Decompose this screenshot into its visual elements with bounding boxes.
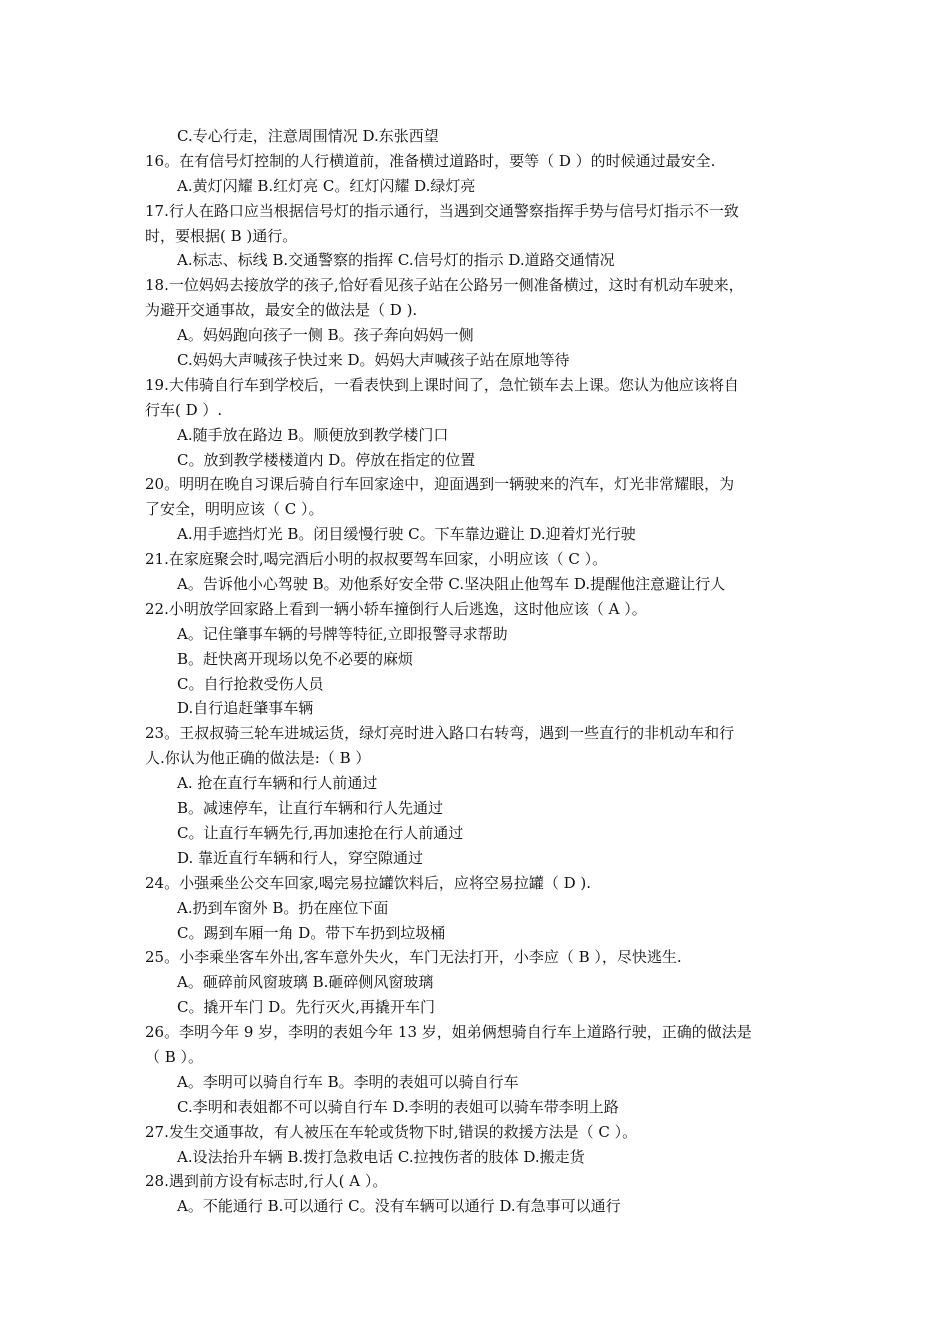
answer-options-line: A。李明可以骑自行车 B。李明的表姐可以骑自行车 — [177, 1072, 519, 1091]
answer-options-line: C.妈妈大声喊孩子快过来 D。妈妈大声喊孩子站在原地等待 — [177, 351, 570, 370]
answer-options-line: A.扔到车窗外 B。扔在座位下面 — [177, 898, 389, 917]
question-text-line: 20。明明在晚自习课后骑自行车回家途中，迎面遇到一辆驶来的汽车，灯光非常耀眼，为 — [145, 475, 735, 494]
question-text-line: 21.在家庭聚会时,喝完酒后小明的叔叔要驾车回家，小明应该（ C ）。 — [145, 550, 608, 569]
answer-options-line: B。赶快离开现场以免不必要的麻烦 — [177, 649, 414, 668]
answer-options-line: A。不能通行 B.可以通行 C。没有车辆可以通行 D.有急事可以通行 — [177, 1197, 621, 1216]
question-text-line: 人.你认为他正确的做法是:（ B ） — [145, 749, 371, 768]
answer-options-line: C。让直行车辆先行,再加速抢在行人前通过 — [177, 823, 464, 842]
answer-options-line: A。砸碎前风窗玻璃 B.砸碎侧风窗玻璃 — [177, 973, 434, 992]
answer-options-line: A。告诉他小心驾驶 B。劝他系好安全带 C.坚决阻止他驾车 D.提醒他注意避让行人 — [177, 575, 726, 594]
question-text-line: （ B ）。 — [145, 1047, 204, 1066]
answer-options-line: A。记住肇事车辆的号牌等特征,立即报警寻求帮助 — [177, 624, 508, 643]
answer-options-line: D.自行追赶肇事车辆 — [177, 699, 314, 718]
question-text-line: 19.大伟骑自行车到学校后，一看表快到上课时间了，急忙锁车去上课。您认为他应该将自 — [145, 375, 739, 394]
answer-options-line: C.专心行走，注意周围情况 D.东张西望 — [177, 127, 439, 145]
question-text-line: 23。王叔叔骑三轮车进城运货，绿灯亮时进入路口右转弯，遇到一些直行的非机动车和行 — [145, 724, 735, 743]
question-text-line: 22.小明放学回家路上看到一辆小轿车撞倒行人后逃逸，这时他应该（ A ）。 — [145, 599, 647, 618]
answer-options-line: B。减速停车，让直行车辆和行人先通过 — [177, 799, 444, 818]
answer-options-line: C。撬开车门 D。先行灭火,再撬开车门 — [177, 998, 436, 1017]
answer-options-line: A.随手放在路边 B。顺便放到教学楼门口 — [177, 425, 449, 444]
question-text-line: 行车( D ）. — [145, 400, 223, 419]
answer-options-line: C。放到教学楼楼道内 D。停放在指定的位置 — [177, 450, 476, 469]
question-text-line: 了安全，明明应该（ C ）。 — [145, 500, 324, 519]
answer-options-line: A。妈妈跑向孩子一侧 B。孩子奔向妈妈一侧 — [177, 326, 474, 345]
answer-options-line: C。自行抢救受伤人员 — [177, 674, 324, 693]
answer-options-line: A.标志、标线 B.交通警察的指挥 C.信号灯的指示 D.道路交通情况 — [177, 251, 615, 270]
question-text-line: 为避开交通事故，最安全的做法是（ D ). — [145, 301, 418, 320]
question-text-line: 27.发生交通事故，有人被压在车轮或货物下时,错误的救援方法是（ C ）。 — [145, 1122, 638, 1141]
answer-options-line: D. 靠近直行车辆和行人，穿空隙通过 — [177, 848, 424, 867]
question-text-line: 26。李明今年 9 岁，李明的表姐今年 13 岁，姐弟俩想骑自行车上道路行驶，正确的做法是 — [145, 1023, 752, 1042]
question-text-line: 18.一位妈妈去接放学的孩子,恰好看见孩子站在公路另一侧准备横过，这时有机动车驶来， — [145, 276, 744, 295]
question-text-line: 28.遇到前方设有标志时,行人( A ）。 — [145, 1172, 388, 1191]
answer-options-line: C.李明和表姐都不可以骑自行车 D.李明的表姐可以骑车带李明上路 — [177, 1097, 619, 1116]
answer-options-line: A.设法抬升车辆 B.拨打急救电话 C.拉拽伤者的肢体 D.搬走货 — [177, 1147, 585, 1166]
quiz-text-body — [145, 124, 810, 1219]
answer-options-line: A. 抢在直行车辆和行人前通过 — [177, 774, 378, 793]
question-text-line: 24。小强乘坐公交车回家,喝完易拉罐饮料后，应将空易拉罐（ D ). — [145, 873, 592, 892]
answer-options-line: A.黄灯闪耀 B.红灯亮 C。红灯闪耀 D.绿灯亮 — [177, 176, 476, 195]
answer-options-line: A.用手遮挡灯光 B。闭目缓慢行驶 C。下车靠边避让 D.迎着灯光行驶 — [177, 525, 636, 544]
question-text-line: 17.行人在路口应当根据信号灯的指示通行，当遇到交通警察指挥手势与信号灯指示不一致 — [145, 201, 739, 220]
question-text-line: 16。在有信号灯控制的人行横道前，准备横过道路时，要等（ D ）的时候通过最安全. — [145, 151, 716, 170]
question-text-line: 时，要根据( B )通行。 — [145, 226, 298, 245]
answer-options-line: C。踢到车厢一角 D。带下车扔到垃圾桶 — [177, 923, 446, 942]
question-text-line: 25。小李乘坐客车外出,客车意外失火，车门无法打开，小李应（ B ），尽快逃生. — [145, 948, 682, 967]
